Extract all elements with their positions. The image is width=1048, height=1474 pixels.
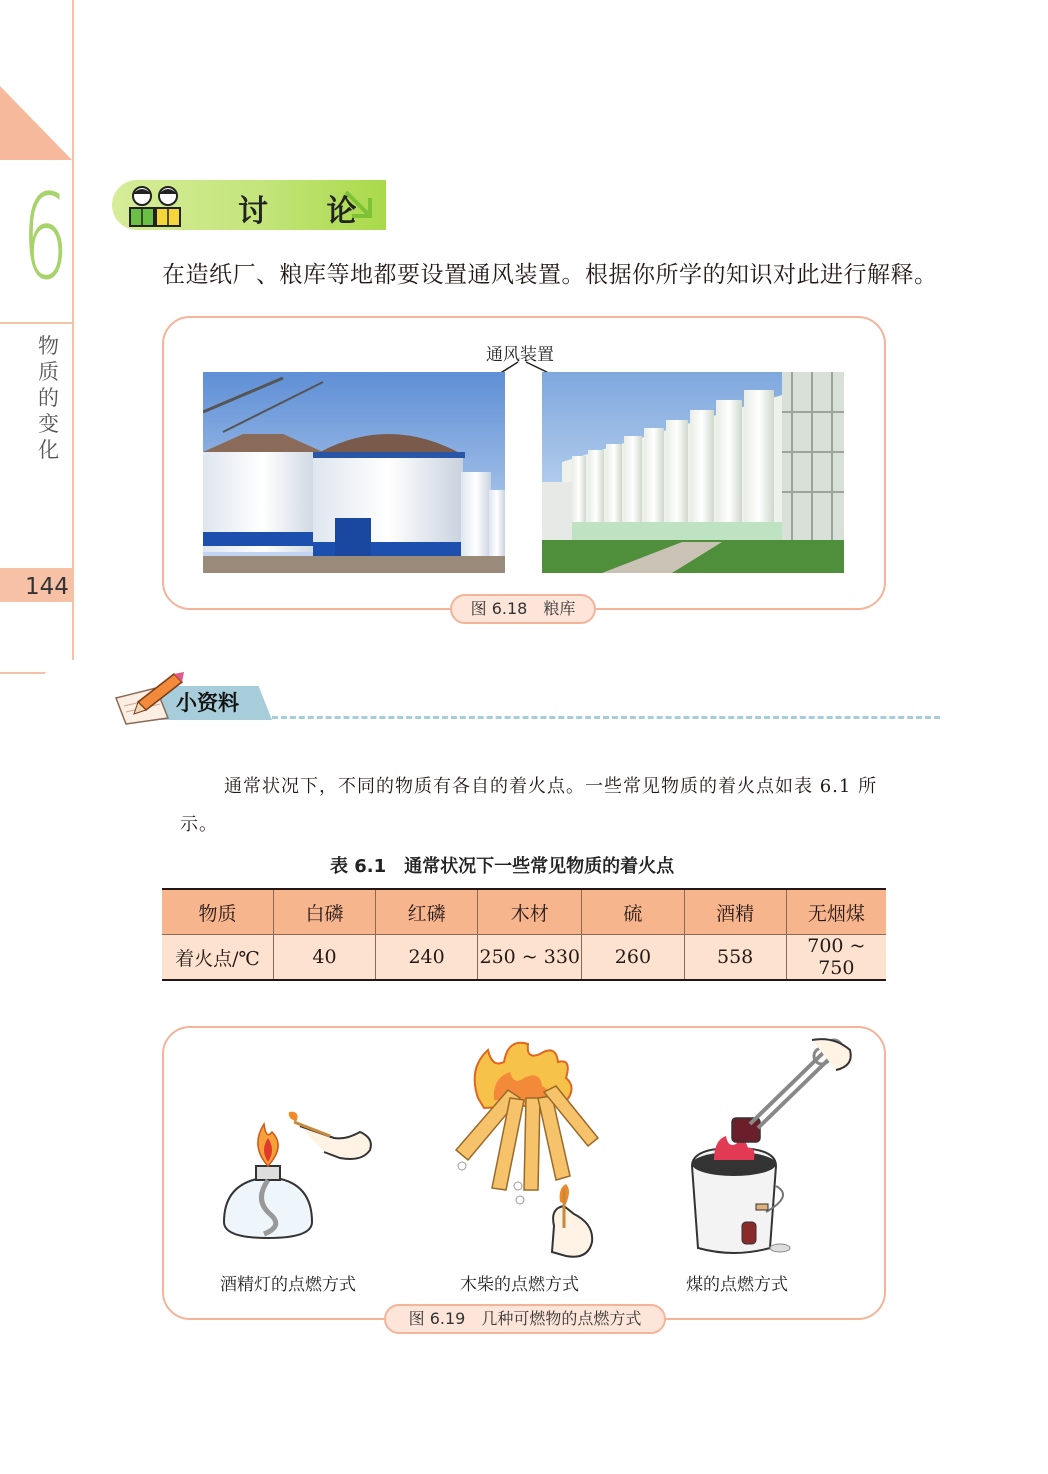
page-number: 144 (25, 574, 69, 600)
resource-text: 通常状况下，不同的物质有各自的着火点。一些常见物质的着火点如表 6.1 所示。 (180, 776, 878, 835)
granary-photo-round-silos (203, 372, 505, 573)
table-cell: 250 ~ 330 (478, 935, 582, 981)
table-header-cell: 硫 (582, 889, 684, 935)
table-cell: 着火点/℃ (162, 935, 273, 981)
table-row (162, 935, 886, 981)
table-header-cell: 物质 (162, 889, 273, 935)
alcohol-lamp-caption: 酒精灯的点燃方式 (220, 1275, 356, 1295)
chapter-number: 6 (22, 168, 69, 306)
granary-photo-tall-silos (542, 372, 844, 573)
table-cell: 558 (684, 935, 786, 981)
alcohol-lamp-illustration (214, 1110, 380, 1250)
margin-tab (0, 602, 74, 674)
chapter-title: 物质的变化 (38, 334, 59, 462)
coal-stove-illustration (684, 1036, 860, 1258)
coal-caption: 煤的点燃方式 (686, 1275, 788, 1295)
table-header-cell: 无烟煤 (786, 889, 886, 935)
margin-line (72, 0, 74, 660)
resource-title: 小资料 (176, 691, 239, 715)
resource-dashed-line (272, 716, 940, 719)
table-header-cell: 白磷 (273, 889, 375, 935)
table-cell: 40 (273, 935, 375, 981)
discussion-title: 讨 论 (238, 194, 381, 229)
notebook-pencil-icon (112, 668, 186, 726)
chapter-rule (0, 322, 72, 324)
table-cell: 260 (582, 935, 684, 981)
table-header-row (162, 889, 886, 935)
table-cell: 240 (375, 935, 477, 981)
wood-fire-illustration (448, 1038, 608, 1260)
figure-6-19-caption: 图 6.19 几种可燃物的点燃方式 (384, 1304, 666, 1334)
table-title: 表 6.1 通常状况下一些常见物质的着火点 (330, 856, 675, 877)
ignition-point-table (162, 888, 886, 981)
wood-caption: 木柴的点燃方式 (460, 1275, 579, 1295)
table-cell: 700 ~ 750 (786, 935, 886, 981)
arrow-down-right-icon (340, 186, 378, 224)
table-header-cell: 红磷 (375, 889, 477, 935)
discussion-text: 在造纸厂、粮库等地都要设置通风装置。根据你所学的知识对此进行解释。 (162, 262, 938, 288)
corner-triangle (0, 86, 72, 160)
table-header-cell: 木材 (478, 889, 582, 935)
figure-6-18-caption: 图 6.18 粮库 (450, 594, 596, 624)
students-reading-icon (122, 182, 192, 230)
ventilation-label: 通风装置 (486, 345, 554, 365)
table-header-cell: 酒精 (684, 889, 786, 935)
